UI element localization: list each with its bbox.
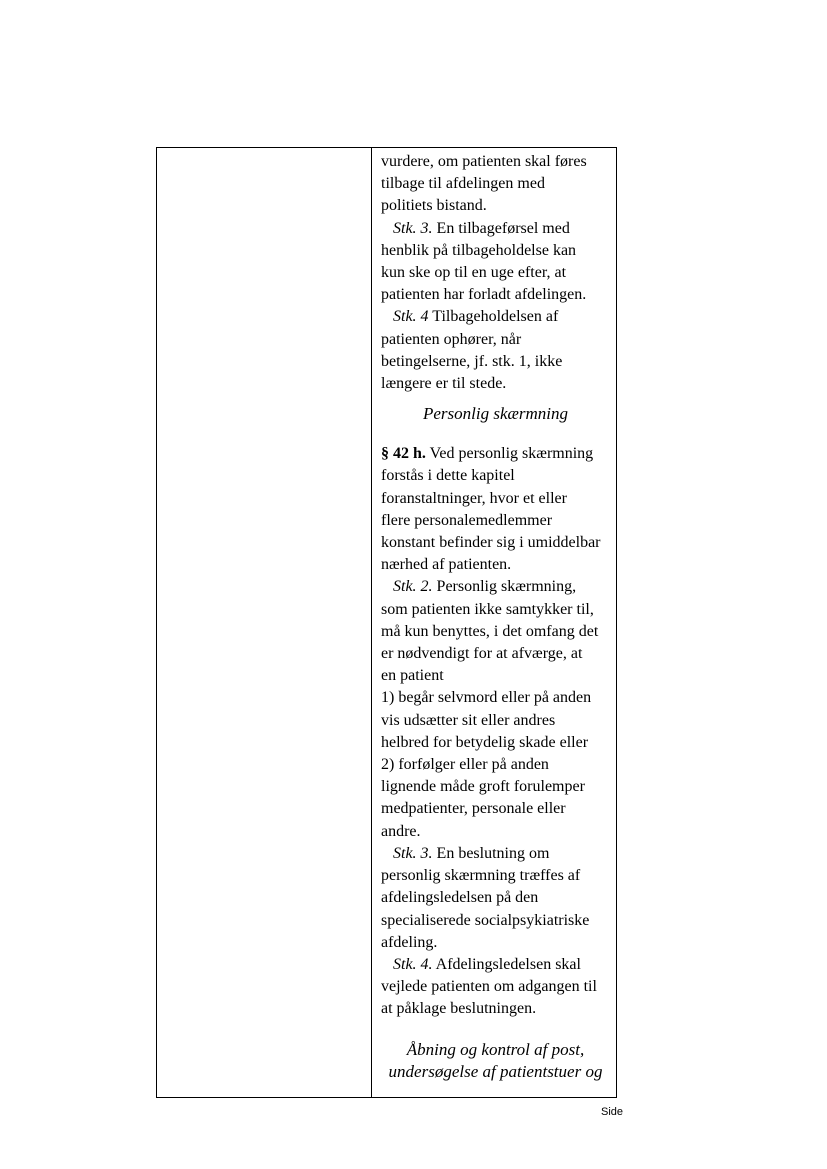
stk2-screening: Stk. 2. Personlig skærmning, som patienten ikke samtykker til, må kun benyttes, i det omfang det er nødvendigt for at afværge, at en patient 1) begår selvmord eller på anden vis udsætter sit eller andres helbred for betydelig skade eller 2) forfølger eller på anden lignende måde groft forulemper medpatienter, personale eller andre.	[381, 578, 599, 840]
section-heading-post: Åbning og kontrol af post, undersøgelse af patientstuer og	[388, 1039, 603, 1081]
paragraph-42h: § 42 h. Ved personlig skærmning forstås i dette kapitel foranstaltninger, hvor et eller flere personalemedlemmer konstant befinder sig i umiddelbar nærhed af patienten.	[381, 445, 601, 574]
stk3-decision: Stk. 3. En beslutning om personlig skærmning træffes af afdelingsledelsen på den specialiserede socialpsykiatriske afdeling.	[381, 844, 590, 951]
section-heading: Personlig skærmning	[423, 404, 568, 424]
left-column	[157, 148, 372, 1097]
block-continuation: vurdere, om patienten skal føres tilbage til afdelingen med politiets bistand.	[381, 153, 587, 215]
stk4-guidance: Stk. 4. Afdelingsledelsen skal vejlede patienten om adgangen til at påklage beslutningen.	[381, 955, 597, 1018]
legal-text-table	[156, 147, 617, 1098]
right-column	[372, 148, 616, 1097]
stk3-return: Stk. 3. En tilbageførsel med henblik på tilbageholdelse kan kun ske op til en uge efter, at patienten har forladt afdelingen.	[381, 219, 587, 304]
stk4-retention: Stk. 4 Tilbageholdelsen af patienten ophører, når betingelserne, jf. stk. 1, ikke længere er til stede.	[381, 308, 563, 393]
page-footer: Side	[601, 1106, 624, 1118]
